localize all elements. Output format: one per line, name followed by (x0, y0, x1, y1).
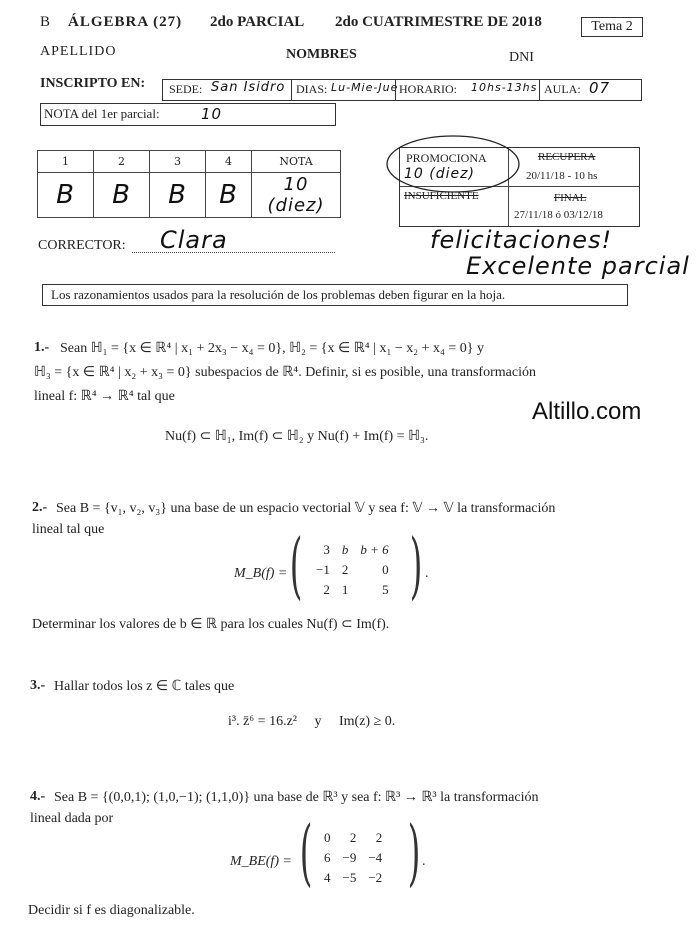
matrix-cell: b + 6 (360, 542, 389, 557)
matrix-cell: −4 (368, 850, 383, 865)
course-name: ÁLGEBRA (27) (68, 14, 183, 30)
p4-matrix (318, 828, 388, 888)
p2-question: Determinar los valores de b ∈ ℝ para los cuales Nu(f) ⊂ Im(f). (32, 617, 390, 632)
p1-text-c: lineal f: ℝ⁴ → ℝ⁴ tal que (34, 389, 175, 404)
grade-header: 2 (94, 151, 150, 173)
matrix-cell: 1 (341, 582, 349, 597)
nota1-label: NOTA del 1er parcial: (44, 106, 160, 121)
grade-header: NOTA (252, 151, 341, 173)
matrix-cell: 5 (382, 582, 389, 597)
matrix-cell: −2 (368, 870, 383, 885)
inscripto-box (162, 79, 642, 101)
nombres-label: NOMBRES (286, 47, 357, 62)
insuficiente-label: INSUFICIENTE (404, 190, 479, 202)
aula-label: AULA: (544, 82, 581, 96)
sede-value: San Isidro (211, 80, 286, 95)
recupera-label: RECUPERA (538, 151, 596, 163)
p4-number: 4.- (30, 789, 46, 804)
p1-number: 1.- (34, 340, 50, 355)
grade-value: B (94, 173, 150, 218)
corrector-name: Clara (160, 226, 228, 254)
grade-value: B (150, 173, 206, 218)
matrix-cell: 3 (323, 542, 330, 557)
matrix-cell: 4 (324, 870, 331, 885)
p1-text-a: Sean ℍ₁ = {x ∈ ℝ⁴ | x₁ + 2x₃ − x₄ = 0}, ℍ₂ = {x ∈ ℝ⁴ | x₁ − x₂ + x₄ = 0} y (60, 341, 485, 356)
p2-text-a: Sea B = {v₁, v₂, v₃} una base de un espacio vectorial 𝕍 y sea f: 𝕍 → 𝕍 la transformación (56, 501, 556, 516)
inscripto-label: INSCRIPTO EN: (40, 76, 146, 91)
p4-text-b: lineal dada por (30, 811, 114, 826)
grade-value-total: 10 (diez) (252, 173, 341, 218)
promociona-circle (383, 132, 523, 197)
matrix-cell: −1 (316, 562, 330, 577)
matrix-cell: 2 (323, 582, 330, 597)
dias-label: DIAS: (296, 82, 328, 96)
grade-header: 1 (38, 151, 94, 173)
promociona-label: PROMOCIONA (406, 151, 487, 165)
recupera-date: 20/11/18 - 10 hs (526, 170, 598, 182)
matrix-cell: 2 (349, 830, 357, 845)
p2-matrix (310, 540, 395, 600)
tema-box: Tema 2 (581, 17, 643, 37)
p3-text: Hallar todos los z ∈ ℂ tales que (54, 679, 235, 694)
aula-value: 07 (589, 79, 611, 97)
p1-formula: Nu(f) ⊂ ℍ₁, Im(f) ⊂ ℍ₂ y Nu(f) + Im(f) = ℍ₃. (165, 429, 429, 444)
matrix-cell: 2 (375, 830, 383, 845)
p3-formula: i³. z̄⁶ = 16.z² y Im(z) ≥ 0. (228, 714, 396, 729)
final-date: 27/11/18 ó 03/12/18 (514, 209, 603, 221)
watermark: Altillo.com (532, 398, 642, 425)
p4-question: Decidir si f es diagonalizable. (28, 903, 195, 918)
grade-header: 4 (206, 151, 252, 173)
p3-number: 3.- (30, 678, 46, 693)
nota1-box (40, 103, 336, 126)
exam-name: 2do PARCIAL (210, 14, 305, 30)
dni-label: DNI (509, 50, 534, 65)
p4-lhs: M_BE(f) = (230, 854, 292, 869)
p2-text-b: lineal tal que (32, 522, 105, 537)
p1-text-b: ℍ₃ = {x ∈ ℝ⁴ | x₂ + x₃ = 0} subespacios de ℝ⁴. Definir, si es posible, una transformación (34, 365, 536, 380)
horario-value: 10hs-13hs (471, 81, 538, 94)
matrix-cell: −5 (342, 870, 357, 885)
promociona-value: 10 (diez) (404, 166, 475, 182)
grade-header: 3 (150, 151, 206, 173)
grade-value: B (38, 173, 94, 218)
p4-text-a: Sea B = {(0,0,1); (1,0,−1); (1,1,0)} una base de ℝ³ y sea f: ℝ³ → ℝ³ la transformación (54, 790, 539, 805)
p2-number: 2.- (32, 500, 48, 515)
matrix-cell: 0 (324, 830, 331, 845)
comment-excelente: Excelente parcial (466, 252, 690, 280)
final-label: FINAL (554, 192, 587, 204)
p2-lhs: M_B(f) = (234, 566, 288, 581)
exam-term: 2do CUATRIMESTRE DE 2018 (335, 14, 542, 30)
nota1-value: 10 (201, 105, 223, 123)
sede-label: SEDE: (169, 82, 203, 96)
comment-felicitaciones: felicitaciones! (430, 226, 613, 254)
dias-value: Lu-Mie-Jue (331, 81, 399, 94)
matrix-cell: 0 (382, 562, 389, 577)
matrix-cell: b (341, 542, 349, 557)
grade-value: B (206, 173, 252, 218)
corrector-label: CORRECTOR: (38, 238, 126, 253)
header-letter: B (40, 14, 51, 30)
matrix-cell: −9 (342, 850, 357, 865)
notice-box: Los razonamientos usados para la resolución de los problemas deben figurar en la hoja. (42, 284, 628, 306)
apellido-label: APELLIDO (40, 44, 117, 59)
horario-label: HORARIO: (399, 82, 458, 96)
matrix-cell: 2 (341, 562, 349, 577)
matrix-cell: 6 (324, 850, 331, 865)
grades-table (37, 150, 341, 218)
